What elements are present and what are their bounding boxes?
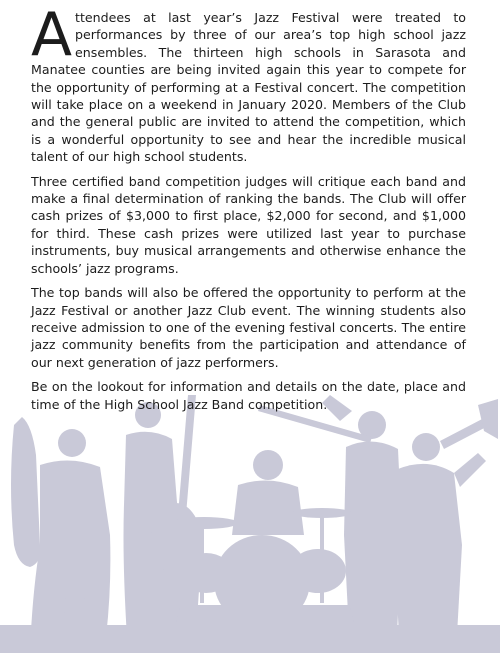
jazz-band-silhouette: [0, 395, 500, 653]
article-body: [31, 0, 466, 420]
drop-cap: A: [31, 0, 73, 70]
paragraph-1-text: ttendees at last year’s Jazz Festival were treated to performances by three of our area’s top high school jazz ensembles. The thirteen high schools in Sarasota and Manatee counties are being invited again this year to compete for the opportunity of performing at a Festival concert. The competition will take place on a weekend in January 2020. Members of the Club and the general public are invited to attend the competition, which is a wonderful opportunity to see and hear the incredible musical talent of our high school students.: [31, 10, 466, 165]
paragraph-2: Three certified band competition judges will critique each band and make a final determination of ranking the bands. The Club will offer cash prizes of $3,000 to first place, $2,000 for second, and $1,000 for third. These cash prizes were utilized last year to purchase instruments, buy musical arrangements and otherwise enhance the schools’ jazz programs.: [31, 173, 466, 276]
paragraph-1: [31, 0, 466, 166]
trumpet-player-silhouette: [394, 399, 498, 653]
paragraph-4: Be on the lookout for information and details on the date, place and time of the High School Jazz Band competition.: [31, 379, 466, 412]
saxophone-player-silhouette: [11, 417, 110, 653]
paragraph-3: The top bands will also be offered the opportunity to perform at the Jazz Festival or another Jazz Club event. The winning students also receive admission to one of the evening festival concerts. The entire jazz community benefits from the participation and attendance of our next generation of jazz performers.: [31, 285, 466, 370]
